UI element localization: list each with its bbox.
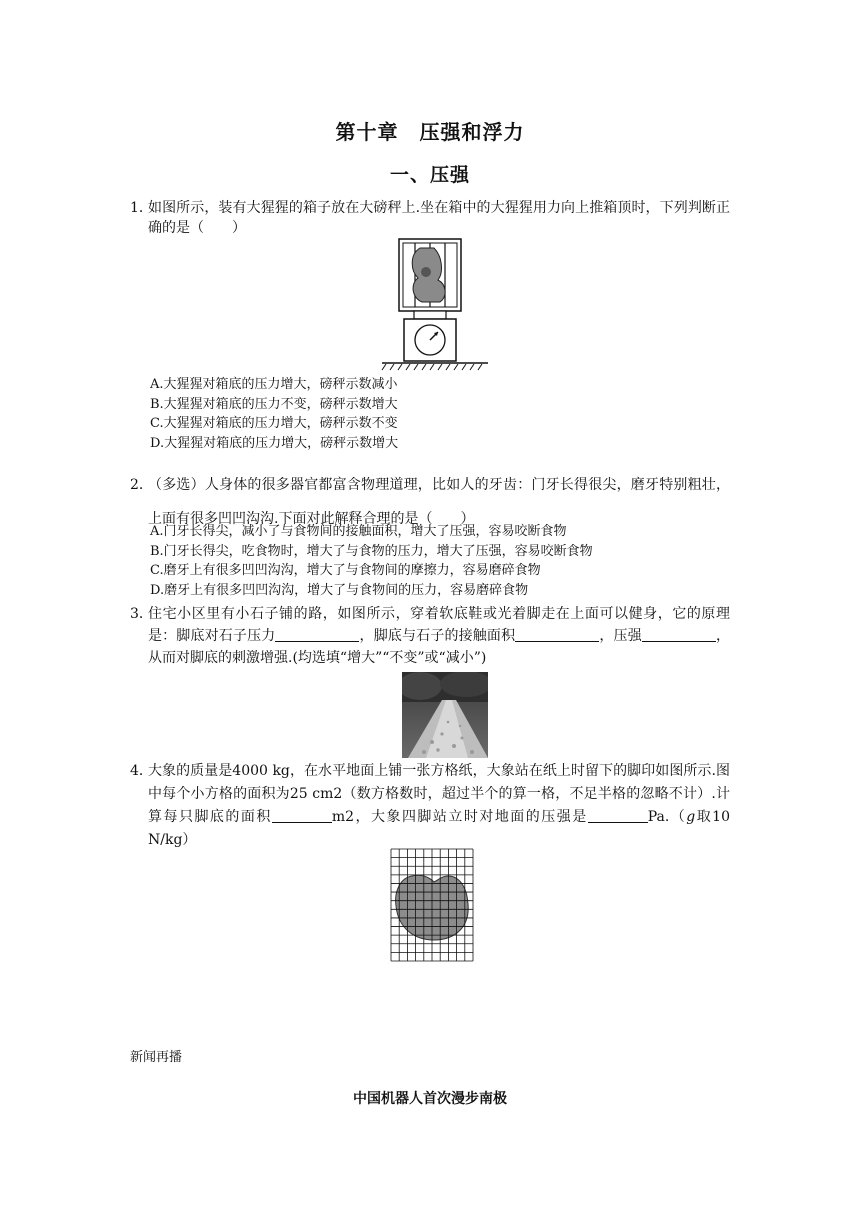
option-c: C.磨牙上有很多凹凹沟沟，增大了与食物间的摩擦力，容易磨碎食物: [150, 563, 541, 578]
answer-blank[interactable]: [642, 627, 716, 642]
chapter-title: 第十章 压强和浮力: [335, 120, 525, 144]
question-number: 4．: [130, 763, 153, 779]
elephant-footprint-grid: [390, 848, 474, 962]
news-headline: 中国机器人首次漫步南极: [353, 1091, 507, 1107]
question-text-part: Pa.（: [647, 809, 687, 825]
question-text-part: ，从而对脚底的刺激增强.(均选填“增大”“不变”或“减小”): [148, 628, 731, 666]
answer-blank[interactable]: [275, 627, 359, 642]
answer-blank[interactable]: [588, 808, 648, 823]
question-4: [130, 760, 730, 852]
question-2-options: [150, 522, 593, 600]
question-text-part: m2，大象四脚站立时对地面的压强是: [331, 809, 588, 825]
question-number: 1．: [130, 200, 153, 216]
option-d: D.大猩猩对箱底的压力增大，磅秤示数增大: [150, 435, 399, 451]
option-d: D.磨牙上有很多凹凹沟沟，增大了与食物间的压力，容易磨碎食物: [150, 582, 529, 598]
question-number: 2．: [130, 477, 153, 493]
multi-select-tag: （多选）: [148, 477, 205, 493]
option-c: C.大猩猩对箱底的压力增大，磅秤示数不变: [150, 416, 398, 431]
question-text-part: 住宅小区里有小石子铺的路，如图所示，穿着软底鞋或光着脚走在上面可以健身，它的原理是：脚底对石子压力: [148, 606, 730, 644]
option-b: B.门牙长得尖，吃食物时，增大了与食物的压力，增大了压强，容易咬断食物: [150, 543, 593, 559]
section-title: 一、压强: [389, 164, 470, 186]
option-a: A.门牙长得尖，减小了与食物间的接触面积，增大了压强，容易咬断食物: [150, 524, 567, 539]
scale-platform: [414, 311, 446, 319]
answer-blank[interactable]: [272, 808, 332, 823]
question-text-part: ，脚底与石子的接触面积: [359, 628, 516, 644]
gravity-symbol: g: [686, 809, 696, 825]
question-3: [130, 603, 730, 669]
pebble-path-photo: [402, 672, 488, 758]
question-text: 人身体的很多器官都富含物理道理，比如人的牙齿：门牙长得很尖，磨牙特别粗壮，上面有很多凹凹沟沟.下面对此解释合理的是（ ）: [148, 477, 731, 527]
news-label: 新闻再播: [130, 1050, 183, 1065]
question-text-part: ，压强: [599, 628, 642, 644]
option-b: B.大猩猩对箱底的压力不变，磅秤示数增大: [150, 396, 398, 412]
question-number: 3．: [130, 606, 153, 622]
option-a: A.大猩猩对箱底的压力增大，磅秤示数减小: [150, 377, 398, 392]
question-1-options: [150, 375, 398, 453]
question-text: 如图所示，装有大猩猩的箱子放在大磅秤上.坐在箱中的大猩猩用力向上推箱顶时，下列判断正确的是（ ）: [148, 200, 730, 236]
answer-blank[interactable]: [515, 627, 599, 642]
question-text-part: 取10 N/kg）: [148, 809, 730, 848]
question-1: [130, 198, 730, 238]
question-text-part: 大象的质量是4000 kg，在水平地面上铺一张方格纸，大象站在纸上时留下的脚印如图所示.图中每个小方格的面积为25 cm2（数方格数时，超过半个的算一格，不足半格的忽略不计）.计算每只脚底的面积: [148, 763, 730, 825]
gorilla-box-scale-figure: [380, 236, 490, 378]
